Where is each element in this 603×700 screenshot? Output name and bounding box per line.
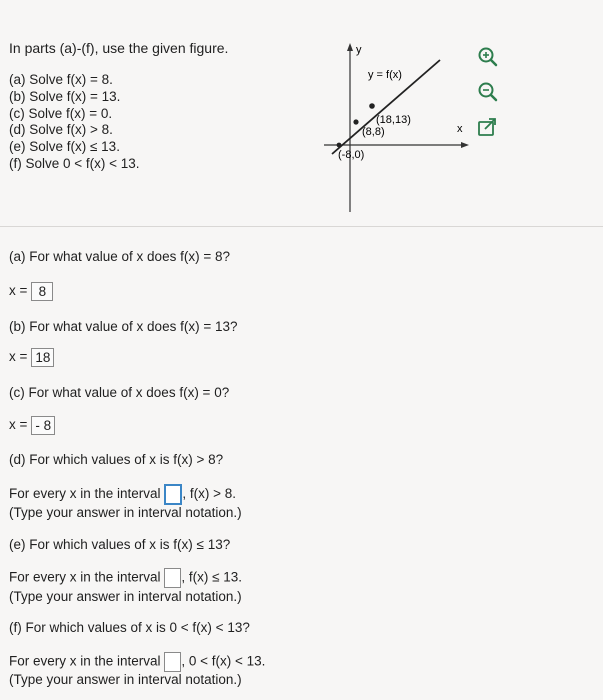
answer-prefix: x = <box>9 417 28 433</box>
answer-row-d <box>9 484 236 505</box>
point-label-18-13: (18,13) <box>376 114 411 126</box>
part-a: (a) Solve f(x) = 8. <box>9 72 113 87</box>
line-prefix: For every x in the interval <box>9 653 161 669</box>
line-prefix: For every x in the interval <box>9 486 161 502</box>
curve-label: y = f(x) <box>368 69 402 81</box>
x-axis-label: x <box>457 123 463 135</box>
interval-input-e[interactable] <box>164 568 181 588</box>
divider <box>0 226 603 227</box>
part-c: (c) Solve f(x) = 0. <box>9 105 113 121</box>
part-e: (e) Solve f(x) ≤ 13. <box>9 139 120 155</box>
question-a: (a) For what value of x does f(x) = 8? <box>9 249 230 264</box>
point-label-neg8-0: (-8,0) <box>338 149 365 161</box>
answer-row-b <box>9 348 54 367</box>
question-c: (c) For what value of x does f(x) = 0? <box>9 385 230 400</box>
part-f: (f) Solve 0 < f(x) < 13. <box>9 155 140 171</box>
answer-prefix: x = <box>9 283 28 299</box>
line-suffix: , f(x) ≤ 13. <box>181 569 242 585</box>
hint-e: (Type your answer in interval notation.) <box>9 589 242 604</box>
answer-row-c <box>9 416 55 435</box>
line-prefix: For every x in the interval <box>9 569 161 585</box>
interval-input-f[interactable] <box>164 652 181 672</box>
answer-box-a[interactable]: 8 <box>31 282 53 301</box>
point-neg8-0 <box>337 143 342 148</box>
y-axis-label: y <box>356 44 362 56</box>
question-b: (b) For what value of x does f(x) = 13? <box>9 319 238 334</box>
zoom-out-icon[interactable] <box>480 84 497 101</box>
interval-input-d[interactable] <box>164 484 182 505</box>
zoom-in-icon[interactable] <box>480 49 497 66</box>
answer-box-c[interactable]: - 8 <box>31 416 55 435</box>
function-graph <box>320 40 470 215</box>
hint-d: (Type your answer in interval notation.) <box>9 505 242 520</box>
figure-tools <box>475 44 501 144</box>
line-suffix: , 0 < f(x) < 13. <box>181 653 266 669</box>
point-label-8-8: (8,8) <box>362 126 385 138</box>
point-18-13 <box>369 103 375 109</box>
answer-row-e <box>9 568 242 588</box>
problem-intro: In parts (a)-(f), use the given figure. <box>9 40 229 56</box>
y-axis-arrow <box>347 43 353 51</box>
x-axis-arrow <box>461 142 469 148</box>
point-8-8 <box>353 119 358 124</box>
answer-row-f <box>9 652 265 672</box>
part-b: (b) Solve f(x) = 13. <box>9 88 121 104</box>
popout-icon[interactable] <box>479 119 495 135</box>
part-d: (d) Solve f(x) > 8. <box>9 122 113 138</box>
hint-f: (Type your answer in interval notation.) <box>9 672 242 687</box>
parts-list <box>9 72 140 173</box>
question-f: (f) For which values of x is 0 < f(x) < 13? <box>9 620 250 635</box>
answer-row-a <box>9 282 53 301</box>
question-e: (e) For which values of x is f(x) ≤ 13? <box>9 537 231 552</box>
answer-box-b[interactable]: 18 <box>31 348 54 367</box>
answer-prefix: x = <box>9 349 28 365</box>
question-d: (d) For which values of x is f(x) > 8? <box>9 452 224 467</box>
line-suffix: , f(x) > 8. <box>182 486 236 502</box>
